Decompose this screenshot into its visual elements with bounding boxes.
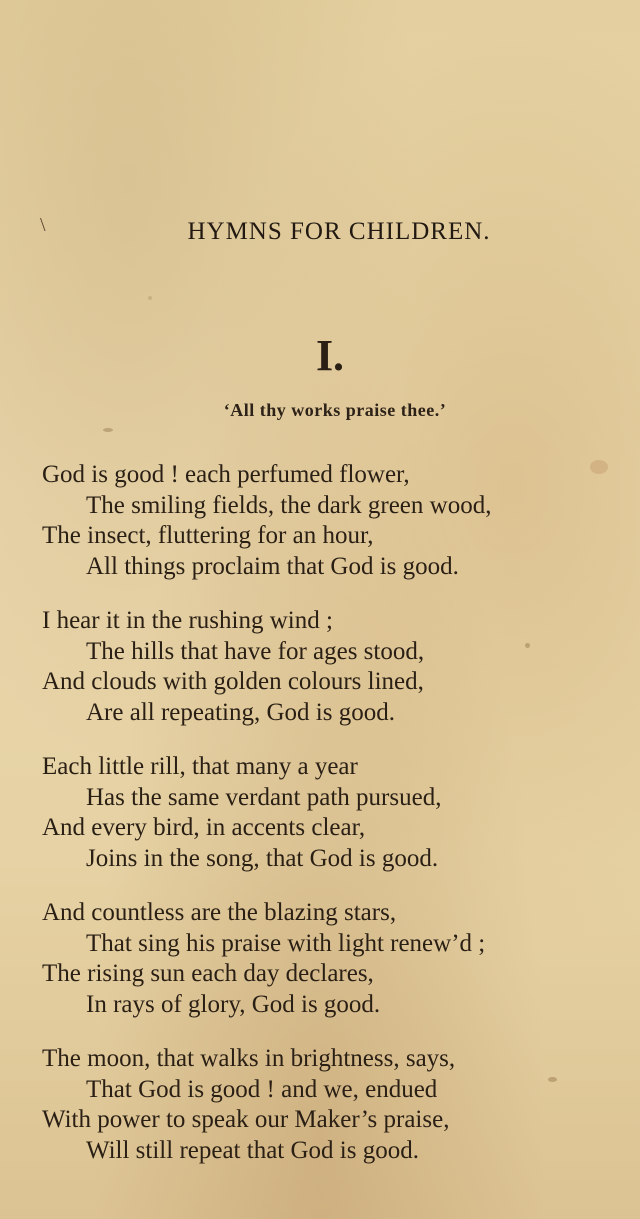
poem-line: The smiling fields, the dark green wood,	[86, 491, 492, 519]
poem	[42, 460, 622, 1190]
poem-line: With power to speak our Maker’s praise,	[42, 1106, 450, 1133]
running-head-text: HYMNS FOR CHILDREN.	[187, 218, 491, 245]
poem-line: I hear it in the rushing wind ;	[42, 607, 333, 634]
poem-line: The moon, that walks in brightness, says,	[42, 1045, 456, 1072]
stanza	[42, 460, 622, 582]
stanza	[42, 752, 622, 874]
poem-line: The insect, fluttering for an hour,	[42, 522, 374, 549]
paper-speck	[148, 296, 152, 300]
poem-line: The rising sun each day declares,	[42, 960, 374, 987]
stanza	[42, 898, 622, 1020]
poem-line: Joins in the song, that God is good.	[86, 844, 439, 872]
poem-line: Has the same verdant path pursued,	[86, 783, 442, 811]
poem-line: And clouds with golden colours lined,	[42, 668, 424, 695]
hymn-number: I.	[315, 331, 345, 380]
running-head	[0, 218, 640, 246]
poem-line: Will still repeat that God is good.	[86, 1136, 419, 1164]
paper-speck	[103, 428, 113, 432]
poem-line: All things proclaim that God is good.	[86, 552, 459, 580]
poem-line: And every bird, in accents clear,	[42, 814, 366, 841]
poem-line: Each little rill, that many a year	[42, 753, 358, 780]
poem-line: That God is good ! and we, endued	[86, 1075, 438, 1103]
poem-line: The hills that have for ages stood,	[86, 637, 425, 665]
poem-line: Are all repeating, God is good.	[86, 698, 395, 726]
stanza	[42, 1044, 622, 1166]
poem-line: And countless are the blazing stars,	[42, 899, 397, 926]
poem-line: God is good ! each perfumed flower,	[42, 461, 410, 488]
epigraph: ‘All thy works praise thee.’	[223, 400, 447, 420]
stanza	[42, 606, 622, 728]
margin-mark: \	[40, 214, 46, 236]
poem-line: That sing his praise with light renew’d ;	[86, 929, 486, 957]
poem-line: In rays of glory, God is good.	[86, 990, 381, 1018]
